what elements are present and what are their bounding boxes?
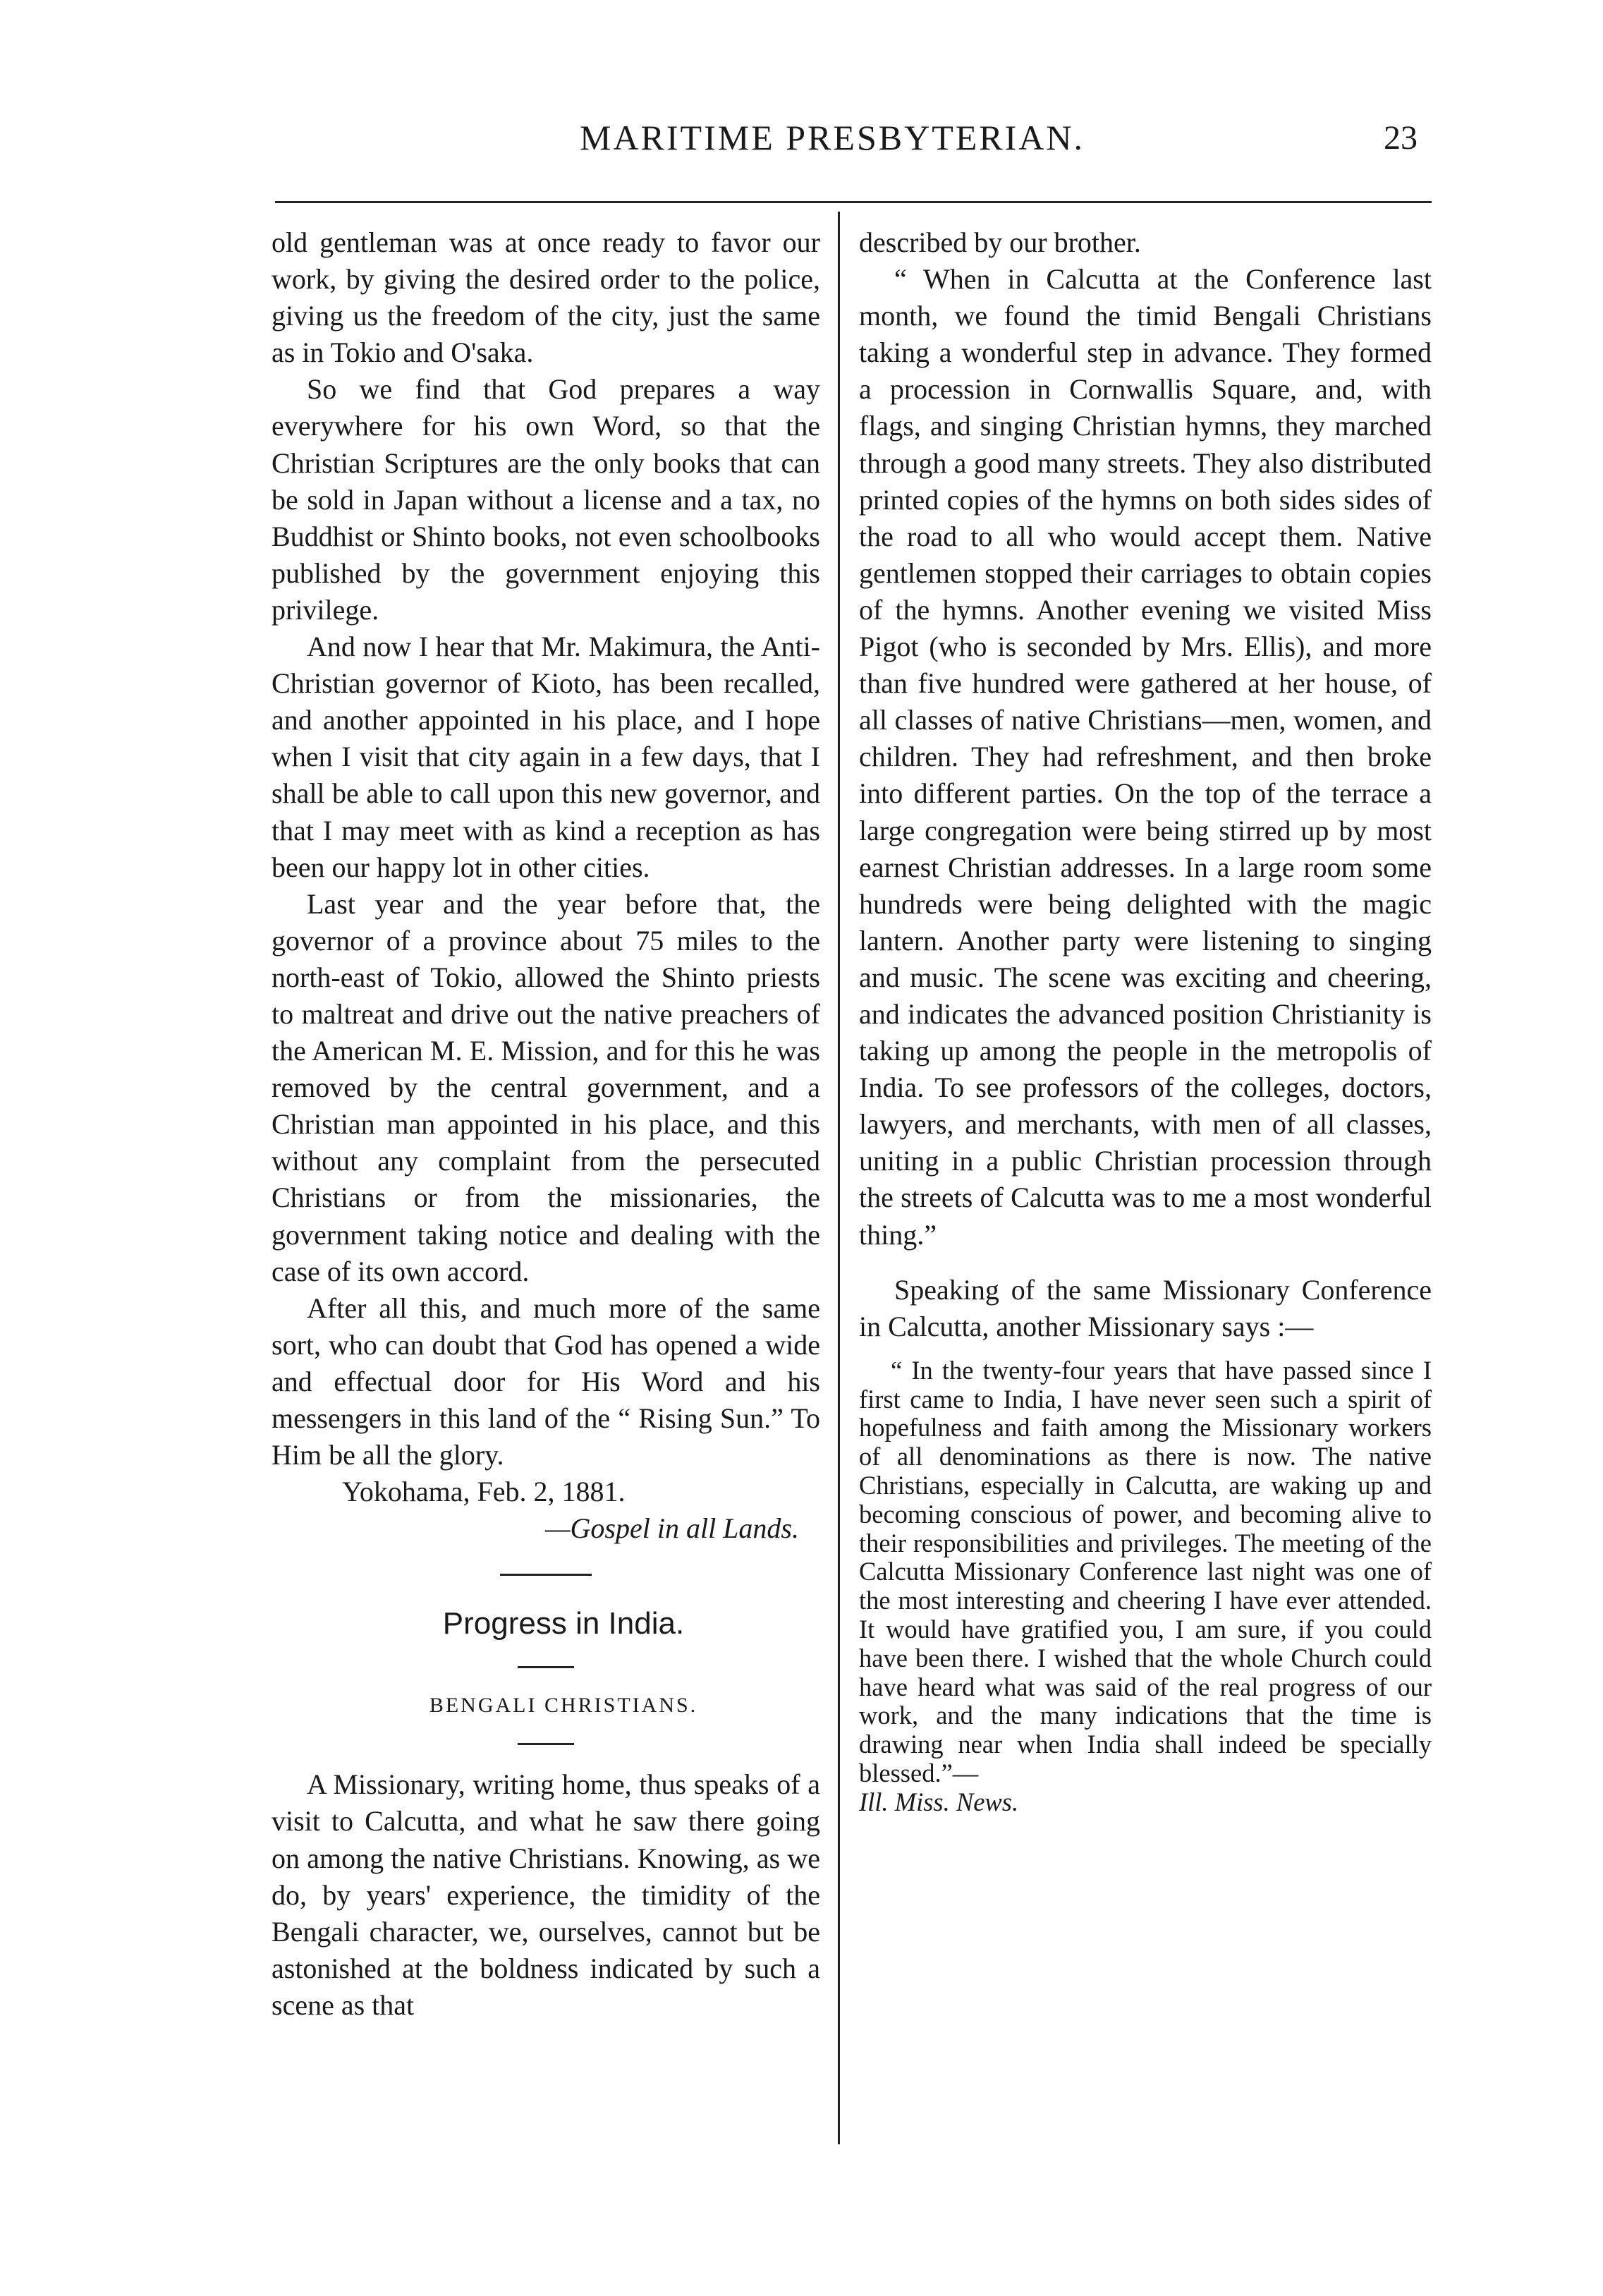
quote-source: [859, 1788, 1432, 1817]
column-divider: [838, 212, 840, 2144]
paragraph: After all this, and much more of the same sort, who can doubt that God has opened a wide and effectual door for His Word and his messengers in this land of the “ Rising Sun.” To Him be all the glory.: [272, 1292, 820, 1471]
section-rule: [518, 1666, 574, 1668]
paragraph: And now I hear that Mr. Makimura, the Anti-Christian governor of Kioto, has been recalled, and another appointed in his place, and I hope when I visit that city again in a few days, that I shall be able to call upon this new governor, and that I may meet with as kind a reception as has been our happy lot in other cities.: [272, 631, 820, 883]
paragraph: described by our brother.: [859, 226, 1141, 258]
spacer: [859, 1345, 1432, 1356]
paragraph: A Missionary, writing home, thus speaks of a visit to Calcutta, and what he saw there going on among the native Christians. Knowing, as we do, by years' experience, the timidity of the Bengali character, we, ourselves, cannot but be astonished at the boldness indicated by such a scene as that: [272, 1768, 820, 2021]
quote-source-text: Ill. Miss. News.: [859, 1787, 1019, 1816]
paragraph: old gentleman was at once ready to favor our work, by giving the desired order to the police, giving us the freedom of the city, just the same as in Tokio and O'saka.: [272, 226, 820, 369]
paragraph: Speaking of the same Missionary Conference in Calcutta, another Missionary says :—: [859, 1273, 1432, 1342]
quoted-letter: [859, 1356, 1432, 1817]
header-rule: [275, 201, 1432, 203]
paragraph: So we find that God prepares a way everywhere for his own Word, so that the Christian Scriptures are the only books that can be sold in Japan without a license and a tax, no Buddhist or Shinto books, not even schoolbooks published by the government enjoying this privilege.: [272, 373, 820, 626]
spacer: [859, 1253, 1432, 1272]
left-column: [272, 224, 820, 2024]
source-credit: —Gospel in all Lands.: [544, 1512, 799, 1545]
section-rule: [500, 1574, 592, 1576]
paragraph: Last year and the year before that, the governor of a province about 75 miles to the north-east of Tokio, allowed the Shinto priests to maltreat and drive out the native preachers of the American M. E. Mission, and for this he was removed by the central government, and a Christian man appointed in his place, and this without any complaint from the persecuted Christians or from the missionaries, the government taking notice and dealing with the case of its own accord.: [272, 887, 820, 1287]
section-title: Progress in India.: [442, 1606, 685, 1641]
page-number: 23: [1384, 119, 1418, 157]
running-title: MARITIME PRESBYTERIAN.: [579, 118, 1085, 157]
section-rule: [518, 1743, 574, 1745]
paragraph: “ In the twenty-four years that have passed since I first came to India, I have never seen such a spirit of hopefulness and faith among the Missionary workers of all denominations as there is now. The native Christians, especially in Calcutta, are waking up and becoming conscious of power, and becoming alive to their responsibilities and privileges. The meeting of the Calcutta Missionary Conference last night was one of the most interesting and cheering I have ever attended. It would have gratified you, I am sure, if you could have been there. I wished that the whole Church could have heard what was said of the real progress of our work, and the many indications that the time is drawing near when India shall indeed be specially blessed.”—: [859, 1355, 1432, 1787]
subsection-title: BENGALI CHRISTIANS.: [429, 1694, 698, 1718]
paragraph: “ When in Calcutta at the Conference last month, we found the timid Bengali Christians taking a wonderful step in advance. They formed a procession in Cornwallis Square, and, with flags, and singing Christian hymns, they marched through a good many streets. They also distributed printed copies of the hymns on both sides sides of the road to all who would accept them. Native gentlemen stopped their carriages to obtain copies of the hymns. Another evening we visited Miss Pigot (who is seconded by Mrs. Ellis), and more than five hundred were gathered at her house, of all classes of native Christians—men, women, and children. They had refreshment, and then broke into different parties. On the top of the terrace a large congregation were being stirred up by most earnest Christian addresses. In a large room some hundreds were being delighted with the magic lantern. Another party were listening to singing and music. The scene was exciting and cheering, and indicates the advanced position Christianity is taking up among the people in the metropolis of India. To see professors of the colleges, doctors, lawyers, and merchants, with men of all classes, uniting in a public Christian procession through the streets of Calcutta was to me a most wonderful thing.”: [859, 263, 1432, 1251]
dateline: Yokohama, Feb. 2, 1881.: [342, 1476, 626, 1508]
running-header: [275, 113, 1432, 176]
right-column: [859, 224, 1432, 1817]
